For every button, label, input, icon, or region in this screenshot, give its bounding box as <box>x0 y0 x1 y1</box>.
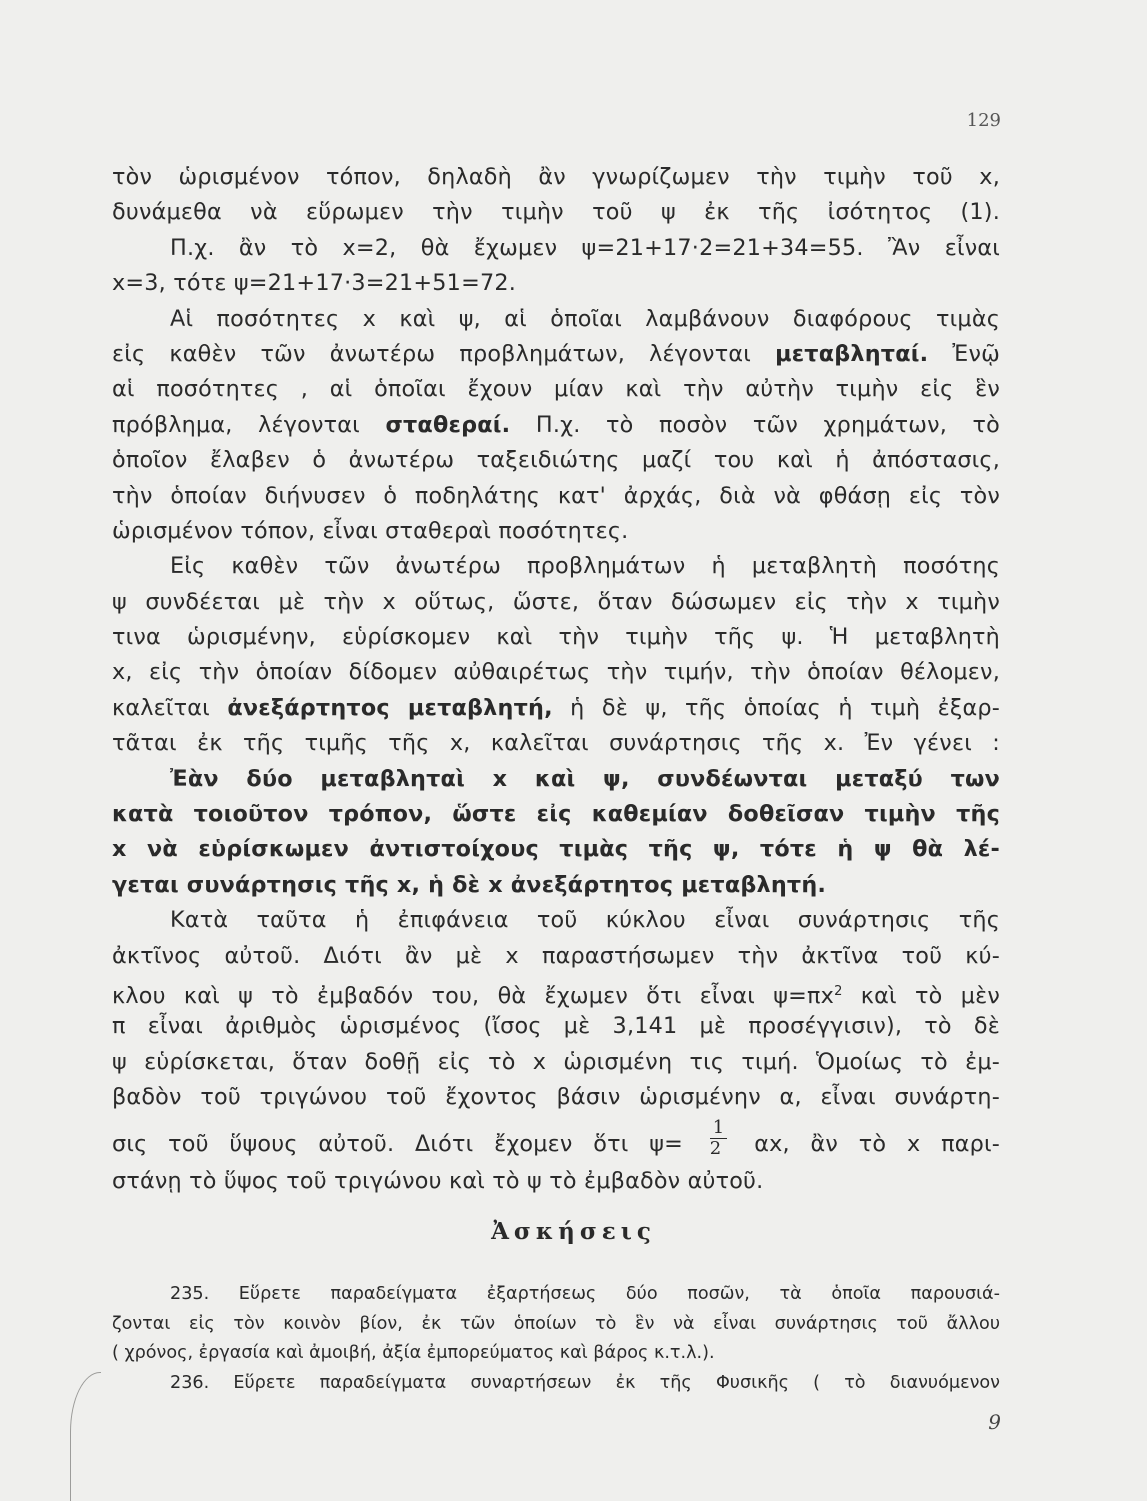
fraction-one-half <box>710 1118 728 1159</box>
text-line: βαδὸν τοῦ τριγώνου τοῦ ἔχοντος βάσιν ὡρισμένην α, εἶναι συνάρτη- <box>112 1084 1000 1111</box>
text-run: αx, ἂν τὸ x παρι- <box>754 1130 1001 1157</box>
text-line: δυνάμεθα νὰ εὕρωμεν τὴν τιμὴν τοῦ ψ ἐκ τῆς ἰσότητος (1). <box>112 199 1000 226</box>
exercise-line: ζονται εἰς τὸν κοινὸν βίον, ἐκ τῶν ὁποίων τὸ ἓν νὰ εἶναι συνάρτησις τοῦ ἄλλου <box>112 1313 1000 1334</box>
fraction-numerator: 1 <box>710 1118 728 1139</box>
term-variables: μεταβληταί. <box>775 340 929 367</box>
text-run: σις τοῦ ὕψους αὐτοῦ. Διότι ἔχομεν ὅτι ψ= <box>112 1130 684 1157</box>
main-text <box>112 160 1000 1199</box>
fraction-denominator: 2 <box>709 1137 722 1159</box>
text-line: τὸν ὡρισμένον τόπον, δηλαδὴ ἂν γνωρίζωμεν τὴν τιμὴν τοῦ x, <box>112 164 1000 190</box>
term-constants: σταθεραί. <box>385 411 511 438</box>
page-number: 129 <box>966 110 1001 131</box>
text-line: Εἰς καθὲν τῶν ἀνωτέρω προβλημάτων ἡ μεταβλητὴ ποσότης <box>170 553 1000 580</box>
text-line <box>112 691 1000 726</box>
text-line <box>112 1116 1000 1164</box>
text-line: ἀκτῖνος αὐτοῦ. Διότι ἂν μὲ x παραστήσωμεν τὴν ἀκτῖνα τοῦ κύ- <box>112 942 1000 969</box>
text-line: x=3, τότε ψ=21+17·3=21+51=72. <box>112 270 517 297</box>
definition-line: Ἐὰν δύο μεταβληταὶ x καὶ ψ, συνδέωνται μεταξύ των <box>170 765 1000 792</box>
text-line: Αἱ ποσότητες x καὶ ψ, αἱ ὁποῖαι λαμβάνουν διαφόρους τιμὰς <box>170 305 1000 332</box>
text-run: Ἐνῷ <box>952 340 1000 367</box>
term-independent-variable: ἀνεξάρτητος μεταβλητή, <box>227 694 553 721</box>
definition-line: κατὰ τοιοῦτον τρόπον, ὥστε εἰς καθεμίαν δοθεῖσαν τιμὴν τῆς <box>112 801 1000 828</box>
text-run: ἡ δὲ ψ, τῆς ὁποίας ἡ τιμὴ ἐξαρ- <box>570 694 1000 721</box>
definition-line: γεται συνάρτησις τῆς x, ἡ δὲ x ἀνεξάρτητος μεταβλητή. <box>112 871 827 898</box>
text-line: τὴν ὁποίαν διήνυσεν ὁ ποδηλάτης κατ' ἀρχάς, διὰ νὰ φθάσῃ εἰς τὸν <box>112 482 1000 509</box>
text-line: ψ συνδέεται μὲ τὴν x οὕτως, ὥστε, ὅταν δώσωμεν εἰς τὴν x τιμὴν <box>112 588 1000 615</box>
text-line: τᾶται ἐκ τῆς τιμῆς τῆς x, καλεῖται συνάρτησις τῆς x. Ἐν γένει : <box>112 730 1000 757</box>
text-run: πρόβλημα, λέγονται <box>112 411 360 438</box>
text-run: εἰς καθὲν τῶν ἀνωτέρω προβλημάτων, λέγονται <box>112 340 751 367</box>
text-run: καλεῖται <box>112 694 210 721</box>
text-line: Π.χ. ἂν τὸ x=2, θὰ ἔχωμεν ψ=21+17·2=21+34=55. Ἂν εἶναι <box>170 234 1000 261</box>
text-line <box>112 337 1000 372</box>
text-line: ὁποῖον ἔλαβεν ὁ ἀνωτέρω ταξειδιώτης μαζί του καὶ ἡ ἀπόστασις, <box>112 447 1000 474</box>
text-line: x, εἰς τὴν ὁποίαν δίδομεν αὐθαιρέτως τὴν τιμήν, τὴν ὁποίαν θέλομεν, <box>112 659 1000 686</box>
exercise-line: ( χρόνος, ἐργασία καὶ ἀμοιβή, ἀξία ἐμπορεύματος καὶ βάρος κ.τ.λ.). <box>112 1343 715 1363</box>
text-run: Π.χ. τὸ ποσὸν τῶν χρημάτων, τὸ <box>535 411 1001 438</box>
text-line: ψ εὑρίσκεται, ὅταν δοθῇ εἰς τὸ x ὡρισμένη τις τιμή. Ὁμοίως τὸ ἐμ- <box>112 1048 1000 1075</box>
text-line <box>112 408 1000 443</box>
text-line: ὡρισμένον τόπον, εἶναι σταθεραὶ ποσότητες. <box>112 517 629 544</box>
text-run: κλου καὶ ψ τὸ ἐμβαδόν του, θὰ ἔχωμεν ὅτι εἶναι ψ=πx <box>112 982 835 1009</box>
exercise-line: 235. Εὕρετε παραδείγματα ἐξαρτήσεως δύο ποσῶν, τὰ ὁποῖα παρουσιά- <box>170 1284 1000 1304</box>
exercise-line: 236. Εὕρετε παραδείγματα συναρτήσεων ἐκ τῆς Φυσικῆς ( τὸ διανυόμενον <box>170 1372 1000 1393</box>
text-line: στάνῃ τὸ ὕψος τοῦ τριγώνου καὶ τὸ ψ τὸ ἐμβαδὸν αὐτοῦ. <box>112 1167 764 1194</box>
text-line <box>112 974 1000 1009</box>
text-run: καὶ τὸ μὲν <box>860 982 1000 1009</box>
page-edge-mark <box>70 1372 101 1501</box>
text-line: αἱ ποσότητες , αἱ ὁποῖαι ἔχουν μίαν καὶ τὴν αὐτὴν τιμὴν εἰς ἓν <box>112 376 1000 403</box>
section-heading: Ἀσκήσεις <box>491 1218 656 1245</box>
superscript: 2 <box>834 983 843 999</box>
definition-line: x νὰ εὑρίσκωμεν ἀντιστοίχους τιμὰς τῆς ψ, τότε ἡ ψ θὰ λέ- <box>112 836 1000 863</box>
exercises-list <box>112 1280 1000 1398</box>
text-line: π εἶναι ἀριθμὸς ὡρισμένος (ἴσος μὲ 3,141 μὲ προσέγγισιν), τὸ δὲ <box>112 1013 1000 1040</box>
signature-number: 9 <box>988 1410 1001 1434</box>
text-line: τινα ὡρισμένην, εὑρίσκομεν καὶ τὴν τιμὴν τῆς ψ. Ἡ μεταβλητὴ <box>112 624 1000 651</box>
text-line: Κατὰ ταῦτα ἡ ἐπιφάνεια τοῦ κύκλου εἶναι συνάρτησις τῆς <box>170 907 1000 934</box>
